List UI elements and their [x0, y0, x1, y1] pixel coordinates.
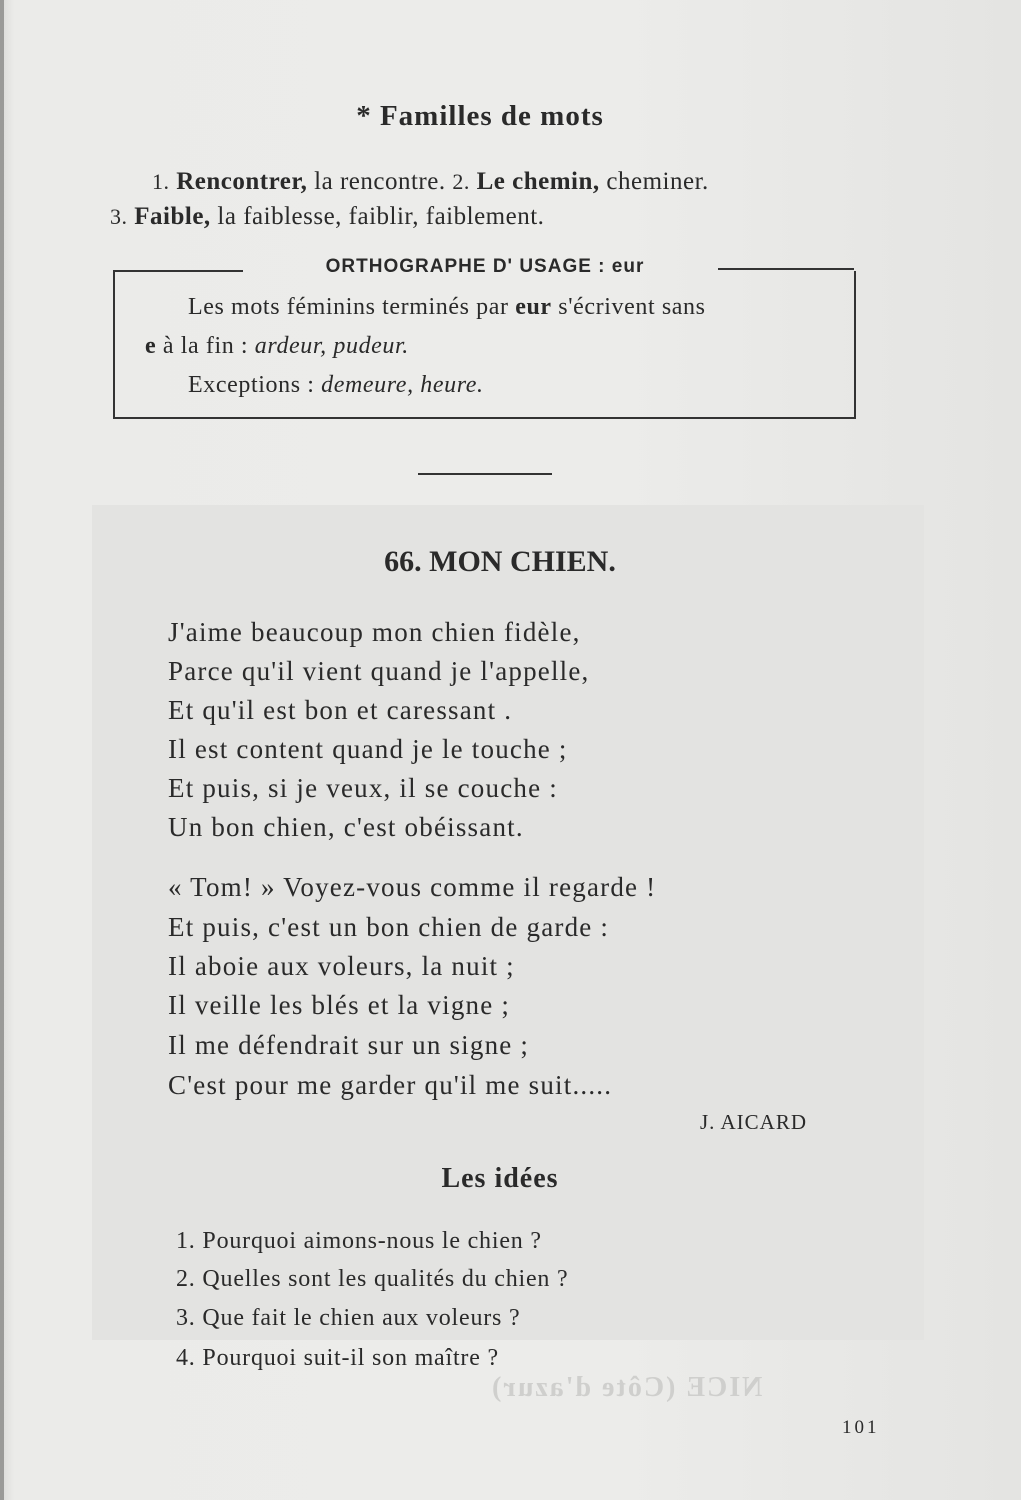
verse-line: C'est pour me garder qu'il me suit.....	[168, 1070, 613, 1100]
family-word: Rencontrer,	[176, 168, 308, 195]
verse-line: Il veille les blés et la vigne ;	[168, 990, 511, 1020]
question-text: Pourquoi suit-il son maître ?	[202, 1345, 499, 1371]
families-title: * Familles de mots	[356, 100, 604, 132]
question-text: Que fait le chien aux voleurs ?	[202, 1305, 521, 1331]
question-text: Quelles sont les qualités du chien ?	[202, 1266, 569, 1292]
question-number: 3.	[176, 1305, 196, 1331]
verse-line: « Tom! » Voyez-vous comme il regarde !	[168, 872, 657, 902]
verse-line: Il est content quand je le touche ;	[168, 734, 568, 764]
ideas-title: Les idées	[441, 1163, 559, 1194]
verse-line: Il aboie aux voleurs, la nuit ;	[168, 951, 515, 981]
families-line-1	[152, 168, 709, 196]
family-derived: cheminer.	[606, 168, 709, 195]
question-number: 4.	[176, 1345, 196, 1371]
verse-line: Un bon chien, c'est obéissant.	[168, 812, 524, 842]
question-item	[176, 1305, 520, 1332]
question-item	[176, 1228, 542, 1255]
verse-line: Et puis, c'est un bon chien de garde :	[168, 912, 610, 942]
orthographe-rule-line-1	[188, 294, 706, 321]
exceptions-examples: demeure, heure.	[321, 372, 484, 398]
verse-line: Parce qu'il vient quand je l'appelle,	[168, 656, 590, 686]
verse-line: Et qu'il est bon et caressant .	[168, 695, 513, 725]
item-number: 3.	[110, 204, 128, 229]
rule-examples: ardeur, pudeur.	[254, 333, 409, 359]
verse-line: Et puis, si je veux, il se couche :	[168, 773, 558, 803]
exceptions-label: Exceptions :	[188, 372, 315, 398]
orthographe-exceptions	[188, 372, 484, 399]
question-number: 2.	[176, 1266, 196, 1292]
section-divider	[418, 473, 552, 475]
item-number: 1.	[152, 169, 170, 194]
verse-line: Il me défendrait sur un signe ;	[168, 1030, 530, 1060]
box-top-border-left	[113, 270, 243, 272]
family-derived: la faiblesse, faiblir, faiblement.	[217, 203, 545, 230]
poem-author: J. AICARD	[700, 1110, 808, 1134]
question-text: Pourquoi aimons-nous le chien ?	[202, 1228, 542, 1254]
rule-text: s'écrivent sans	[558, 294, 706, 320]
orthographe-rule-line-2	[145, 333, 409, 360]
item-number: 2.	[452, 169, 470, 194]
show-through-caption: NICE (Côte d'azur)	[490, 1372, 763, 1403]
verse-line: J'aime beaucoup mon chien fidèle,	[168, 617, 581, 647]
rule-suffix: eur	[515, 294, 552, 320]
families-line-2	[110, 203, 544, 231]
family-word: Faible,	[134, 203, 211, 230]
family-derived: la rencontre.	[314, 168, 446, 195]
rule-letter: e	[145, 333, 157, 359]
page-spine-shadow	[0, 0, 4, 1500]
box-top-border-right	[718, 268, 854, 270]
rule-text: Les mots féminins terminés par	[188, 294, 509, 320]
question-number: 1.	[176, 1228, 196, 1254]
question-item	[176, 1345, 499, 1372]
poem-title: 66. MON CHIEN.	[384, 545, 616, 578]
page-number: 101	[842, 1417, 880, 1438]
orthographe-title: ORTHOGRAPHE D' USAGE : eur	[325, 256, 645, 277]
family-word: Le chemin,	[476, 168, 600, 195]
question-item	[176, 1266, 568, 1293]
rule-text: à la fin :	[162, 333, 249, 359]
